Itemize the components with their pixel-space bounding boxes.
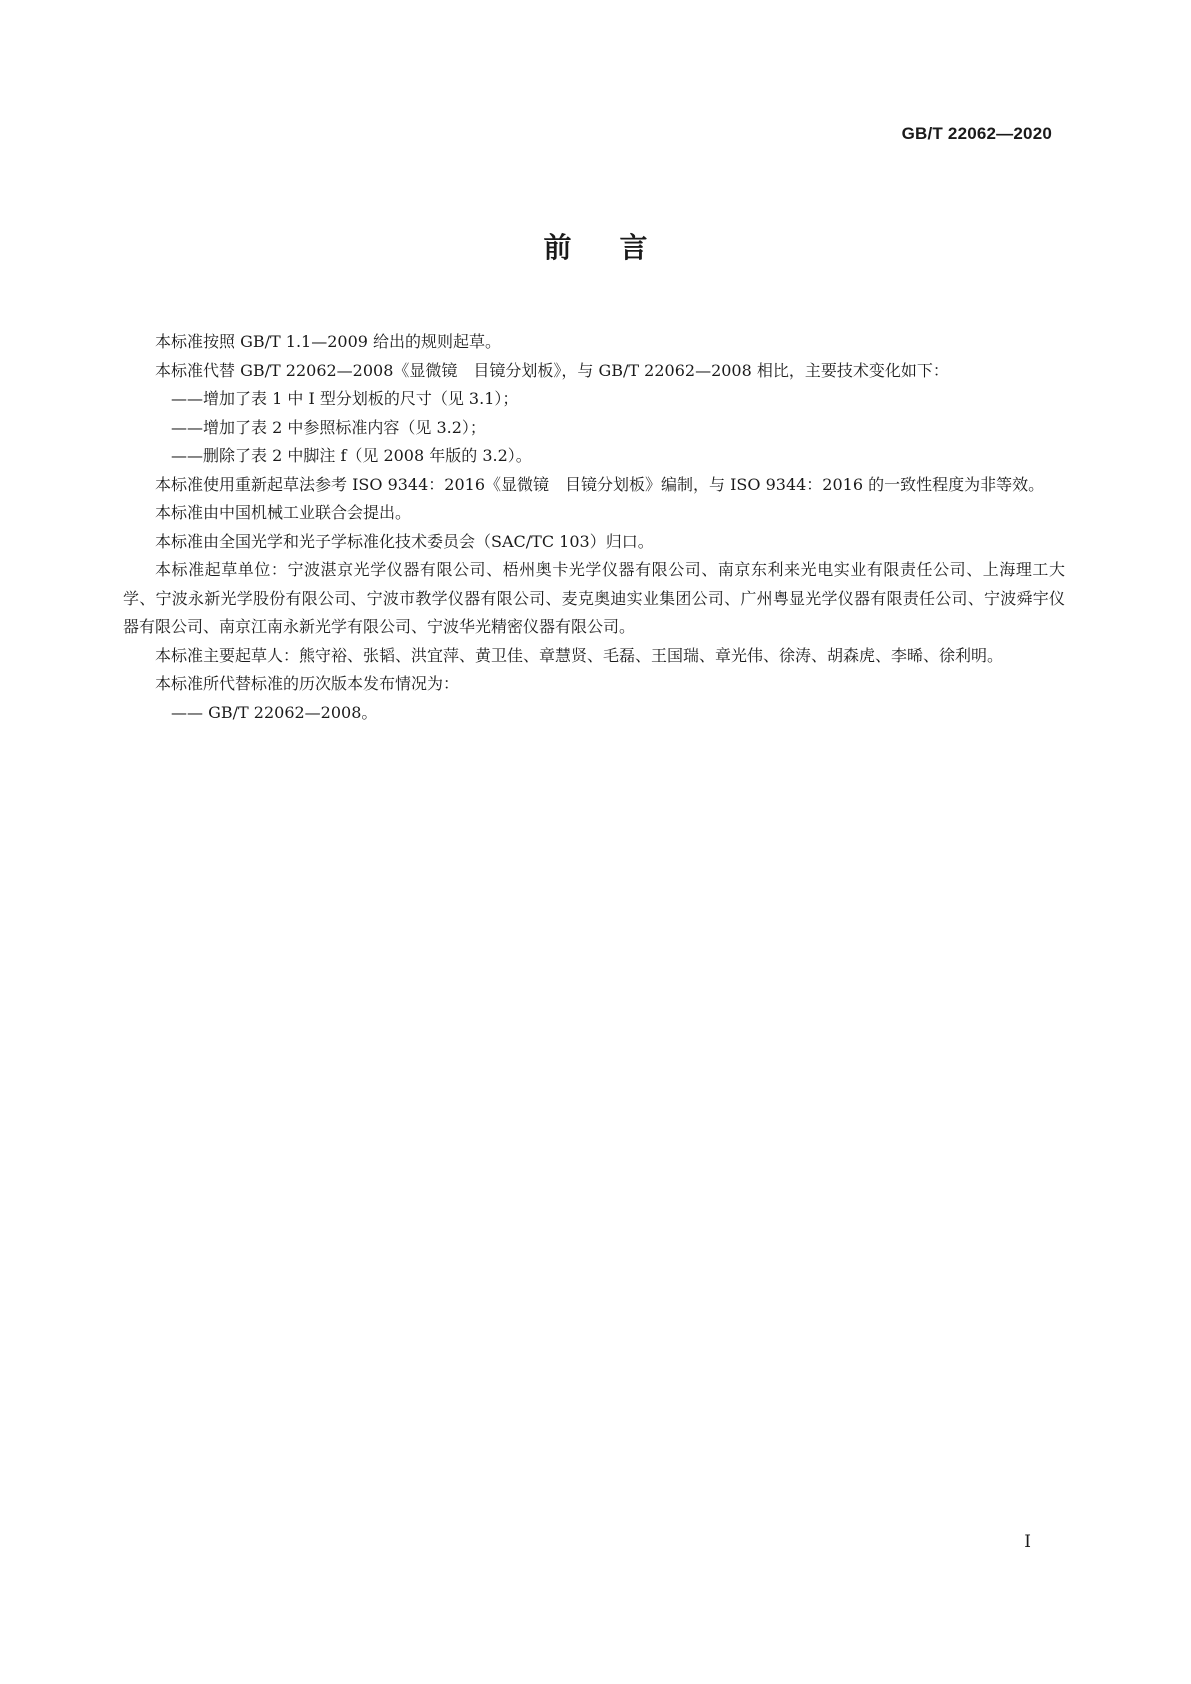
change-item-table1: ——增加了表 1 中 Ⅰ 型分划板的尺寸（见 3.1）； [171, 389, 519, 408]
paragraph-replaces-standard: 本标准代替 GB/T 22062—2008《显微镜 目镜分划板》，与 GB/T 22062—2008 相比，主要技术变化如下： [155, 360, 949, 380]
paragraph-drafting-rules: 本标准按照 GB/T 1.1—2009 给出的规则起草。 [155, 332, 502, 351]
paragraph-version-history: 本标准所代替标准的历次版本发布情况为： [155, 674, 460, 693]
paragraph-under-jurisdiction: 本标准由全国光学和光子学标准化技术委员会（SAC/TC 103）归口。 [155, 531, 654, 551]
standard-code-header: GB/T 22062—2020 [901, 124, 1052, 143]
change-item-footnote: ——删除了表 2 中脚注 f（见 2008 年版的 3.2）。 [171, 446, 532, 465]
change-item-table2-reference: ——增加了表 2 中参照标准内容（见 3.2）； [171, 417, 486, 437]
paragraph-proposed-by: 本标准由中国机械工业联合会提出。 [155, 503, 412, 522]
paragraph-drafting-units: 本标准起草单位：宁波湛京光学仪器有限公司、梧州奥卡光学仪器有限公司、南京东利来光电实业有限责任公司、上海理工大学、宁波永新光学股份有限公司、宁波市教学仪器有限公司、麦克奥迪实业集团公司、广州粤显光学仪器有限责任公司、宁波舜宇仪器有限公司、南京江南永新光学有限公司、宁波华光精密仪器有限公司。 [123, 560, 1065, 636]
paragraph-drafters: 本标准主要起草人：熊守裕、张韬、洪宜萍、黄卫佳、章慧贤、毛磊、王国瑞、章光伟、徐涛、胡森虎、李晞、徐利明。 [155, 645, 1004, 665]
foreword-body [123, 328, 1065, 727]
paragraph-iso-reference: 本标准使用重新起草法参考 ISO 9344：2016《显微镜 目镜分划板》编制，与 ISO 9344：2016 的一致性程度为非等效。 [155, 474, 1045, 494]
version-history-item: —— GB/T 22062—2008。 [171, 702, 378, 722]
page-number: I [1024, 1532, 1031, 1552]
page-title: 前言 [543, 231, 696, 264]
